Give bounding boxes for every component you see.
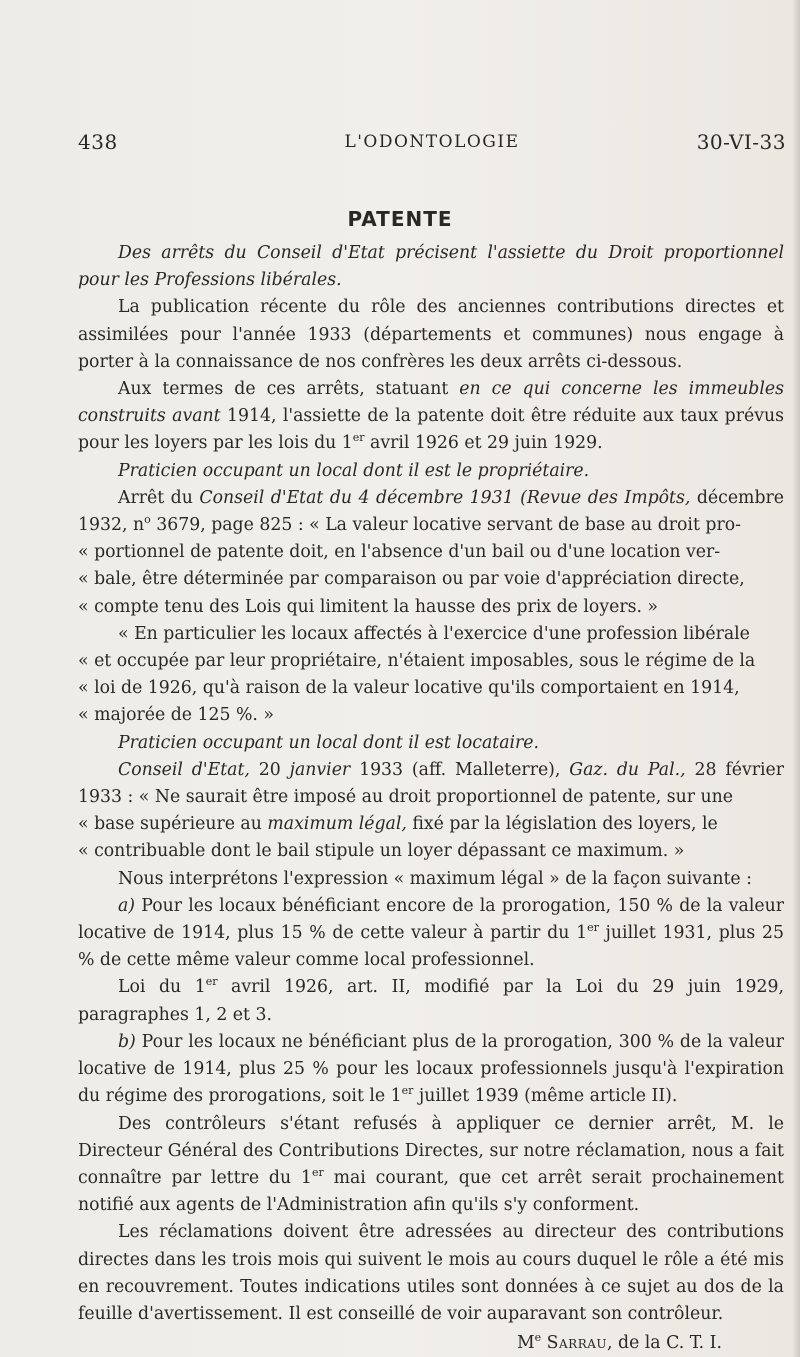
page-edge-shadow: [792, 0, 800, 1357]
paragraph-arret-1933: [78, 757, 784, 811]
text-run: juillet 1931, plus 25 % de cette même valeur comme local professionnel.: [78, 923, 784, 971]
quote-line: [78, 811, 784, 838]
quote-line: « En particulier les locaux affectés à l'exercice d'une profession libérale: [118, 623, 750, 644]
issue-date: 30-VI-33: [696, 130, 786, 154]
text-run: Aux termes de ces arrêts, statuant: [118, 379, 460, 400]
paragraph-interpretation: Nous interprétons l'expression « maximum légal » de la façon suivante :: [118, 868, 752, 889]
running-header: [78, 130, 786, 160]
paragraph-point-b: [78, 1029, 784, 1111]
text-run-italic: maximum légal,: [267, 814, 407, 835]
text-run: « base supérieure au: [78, 814, 268, 835]
text-run: 28 février 1933 : « Ne saurait être imposé au droit proportionnel de patente, sur une: [78, 759, 784, 808]
text-run-italic: janvier: [289, 759, 351, 780]
superscript: e: [534, 1331, 542, 1345]
list-marker: b): [118, 1031, 136, 1052]
paragraph-point-a: [78, 893, 784, 975]
superscript: o: [144, 513, 151, 527]
text-run: 1914, l'assiette de la patente doit être réduite aux taux prévus pour les loyers par les lois du 1: [78, 406, 784, 454]
paragraph-intro: La publication récente du rôle des anciennes contributions directes et assimilées pour l'année 1933 (départements et communes) nous engage à porter à la connaissance de nos confrères les deux arrêts ci-dessous.: [78, 297, 784, 372]
quote-line: « loi de 1926, qu'à raison de la valeur locative qu'ils comportaient en 1914,: [78, 678, 740, 699]
text-run: 3679, page 825 : « La valeur locative servant de base au droit pro-: [150, 515, 741, 536]
quote-line: « compte tenu des Lois qui limitent la hausse des prix de loyers. »: [78, 596, 659, 617]
text-run-italic: Conseil d'Etat,: [118, 759, 250, 780]
quote-line: « et occupée par leur propriétaire, n'étaient imposables, sous le régime de la: [78, 651, 756, 672]
quote-line: « portionnel de patente doit, en l'absence d'un bail ou d'une location ver-: [78, 542, 721, 563]
text-run: Loi du 1: [118, 977, 206, 998]
signature: [78, 1330, 784, 1357]
article-body: [78, 240, 784, 1357]
text-run: Des contrôleurs s'étant refusés à appliquer ce dernier arrêt, M. le Directeur Général des Contributions Directes, sur notre réclamation, nous a fait connaître par lettre du 1: [78, 1113, 784, 1188]
section-heading-tenant: Praticien occupant un local dont il est locataire.: [118, 732, 540, 753]
paragraph-terms: [78, 376, 784, 458]
text-run-italic: en ce qui concerne les immeubles construits avant: [78, 379, 784, 427]
text-run: mai courant, que cet arrêt serait prochainement notifié aux agents de l'Administration afin qu'ils s'y conforment.: [78, 1167, 784, 1216]
article-title: PATENTE: [347, 207, 453, 231]
list-marker: a): [118, 895, 136, 916]
text-run: décembre 1932, n: [78, 487, 784, 536]
text-run: Arrêt du: [118, 487, 200, 508]
text-run-italic: Conseil d'Etat du 4 décembre 1931 (Revue des Impôts,: [199, 487, 691, 508]
superscript: er: [352, 431, 365, 445]
superscript: er: [401, 1084, 414, 1098]
section-heading-owner: Praticien occupant un local dont il est le propriétaire.: [118, 460, 590, 481]
page-number: 438: [78, 130, 118, 154]
text-run: avril 1926 et 29 juin 1929.: [364, 433, 603, 454]
superscript: er: [311, 1166, 324, 1180]
text-run-italic: Gaz. du Pal.,: [569, 759, 686, 780]
text-run: M: [516, 1333, 535, 1354]
paragraph-arret-1931: [78, 485, 784, 539]
superscript: er: [205, 975, 218, 989]
text-run: 1933 (aff. Malleterre),: [350, 759, 570, 780]
text-run: , de la C. T. I.: [607, 1333, 722, 1354]
quote-line: « majorée de 125 %. »: [78, 705, 274, 726]
paragraph-controllers: [78, 1111, 784, 1220]
text-run: fixé par la législation des loyers, le: [406, 814, 718, 835]
text-run: 20: [249, 759, 290, 780]
paragraph-law-reference: [78, 974, 784, 1028]
text-run: avril 1926, art. II, modifié par la Loi du 29 juin 1929, paragraphes 1, 2 et 3.: [78, 977, 784, 1025]
author-name: Sarrau: [546, 1333, 608, 1354]
paragraph-claims: Les réclamations doivent être adressées au directeur des contributions directes dans les trois mois qui suivent le mois au cours duquel le rôle a été mis en recouvrement. Toutes indications utiles sont données à ce sujet au dos de la feuille d'avertissement. Il est conseillé de voir auparavant son contrôleur.: [78, 1222, 784, 1324]
text-run: Pour les locaux bénéficiant encore de la prorogation, 150 % de la valeur locative de 1914, plus 15 % de cette valeur à partir du 1: [78, 895, 784, 944]
subtitle: Des arrêts du Conseil d'Etat précisent l'assiette du Droit proportionnel pour les Professions libérales.: [78, 243, 784, 291]
quote-line: « contribuable dont le bail stipule un loyer dépassant ce maximum. »: [78, 841, 685, 862]
journal-title: L'ODONTOLOGIE: [344, 132, 520, 152]
quote-line: « bale, être déterminée par comparaison ou par voie d'appréciation directe,: [78, 569, 745, 590]
text-run: juillet 1939 (même article II).: [413, 1086, 678, 1107]
superscript: er: [587, 921, 599, 935]
text-run: Pour les locaux ne bénéficiant plus de la prorogation, 300 % de la valeur locative de 1914, plus 25 % pour les locaux professionnels jusqu'à l'expiration du régime des prorogations, soit le 1: [78, 1031, 784, 1107]
